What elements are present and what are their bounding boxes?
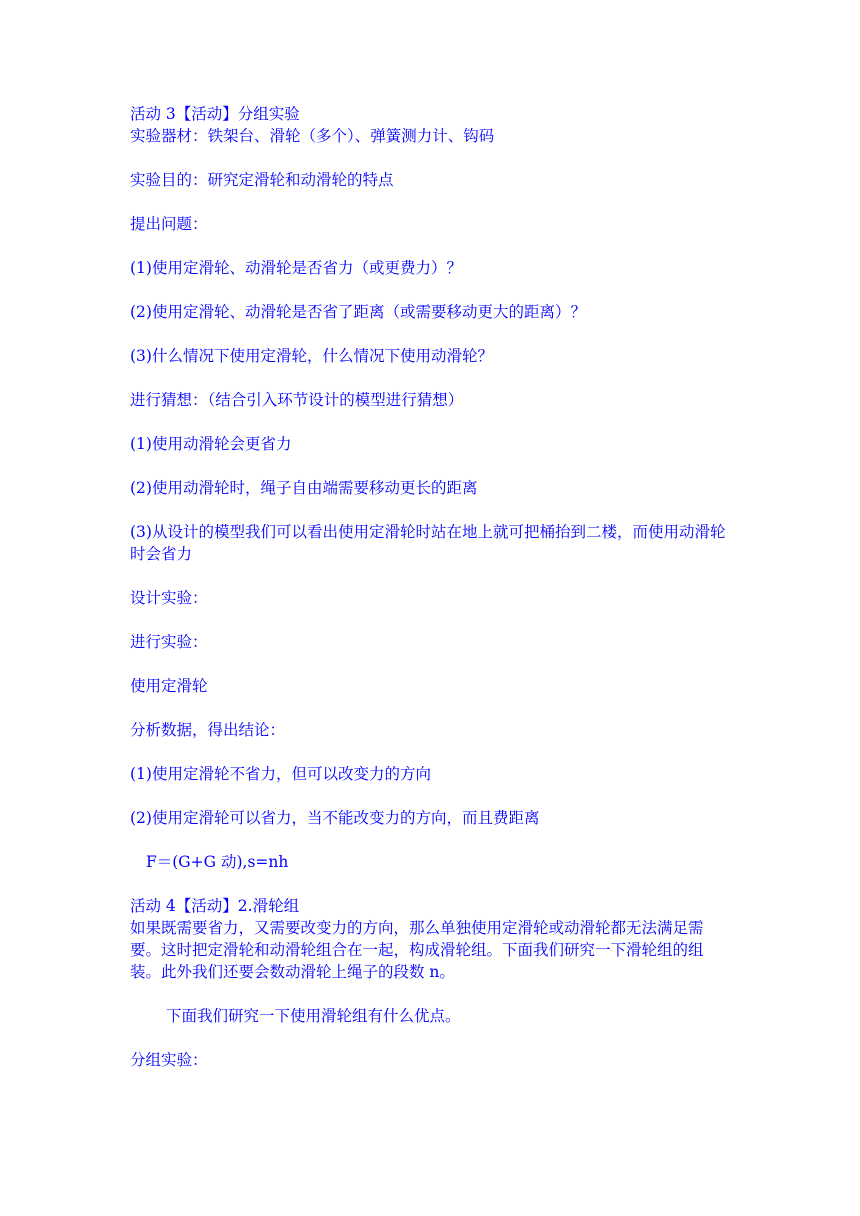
conduct-label: 进行实验： — [130, 633, 208, 651]
questions-label: 提出问题： — [130, 215, 208, 233]
guess-item: (1)使用动滑轮会更省力 — [130, 435, 292, 453]
design-label: 设计实验： — [130, 589, 208, 607]
activity4-intro: 如果既需要省力，又需要改变力的方向，那么单独使用定滑轮或动滑轮都无法满足需要。这时把定滑轮和动滑轮组合在一起，构成滑轮组。下面我们研究一下滑轮组的组装。此外我们还要会数动滑轮上绳子的段数 n。 — [130, 919, 704, 981]
conclusion-item: (2)使用定滑轮可以省力，当不能改变力的方向，而且费距离 — [130, 809, 540, 827]
conclusion-item: (1)使用定滑轮不省力，但可以改变力的方向 — [130, 765, 431, 783]
group-experiment-label: 分组实验： — [130, 1051, 208, 1069]
document-body — [130, 103, 734, 1071]
activity4-heading: 活动 4【活动】2.滑轮组 — [130, 897, 300, 915]
analysis-label: 分析数据，得出结论： — [130, 721, 286, 739]
guess-item: (2)使用动滑轮时，绳子自由端需要移动更长的距离 — [130, 479, 478, 497]
research-text: 下面我们研究一下使用滑轮组有什么优点。 — [166, 1007, 461, 1025]
question-item: (3)什么情况下使用定滑轮，什么情况下使用动滑轮？ — [130, 347, 493, 365]
guess-item: (3)从设计的模型我们可以看出使用定滑轮时站在地上就可把桶抬到二楼，而使用动滑轮时会省力 — [130, 523, 726, 563]
purpose-text: 实验目的：研究定滑轮和动滑轮的特点 — [130, 171, 394, 189]
materials-text: 实验器材：铁架台、滑轮（多个）、弹簧测力计、钩码 — [130, 127, 495, 145]
question-item: (2)使用定滑轮、动滑轮是否省了距离（或需要移动更大的距离）？ — [130, 303, 586, 321]
guess-label: 进行猜想：（结合引入环节设计的模型进行猜想） — [130, 391, 464, 409]
fixed-pulley-text: 使用定滑轮 — [130, 677, 208, 695]
question-item: (1)使用定滑轮、动滑轮是否省力（或更费力）？ — [130, 259, 462, 277]
activity3-heading: 活动 3【活动】分组实验 — [130, 105, 300, 123]
formula-text: F＝(G+G 动),s=nh — [146, 853, 289, 871]
